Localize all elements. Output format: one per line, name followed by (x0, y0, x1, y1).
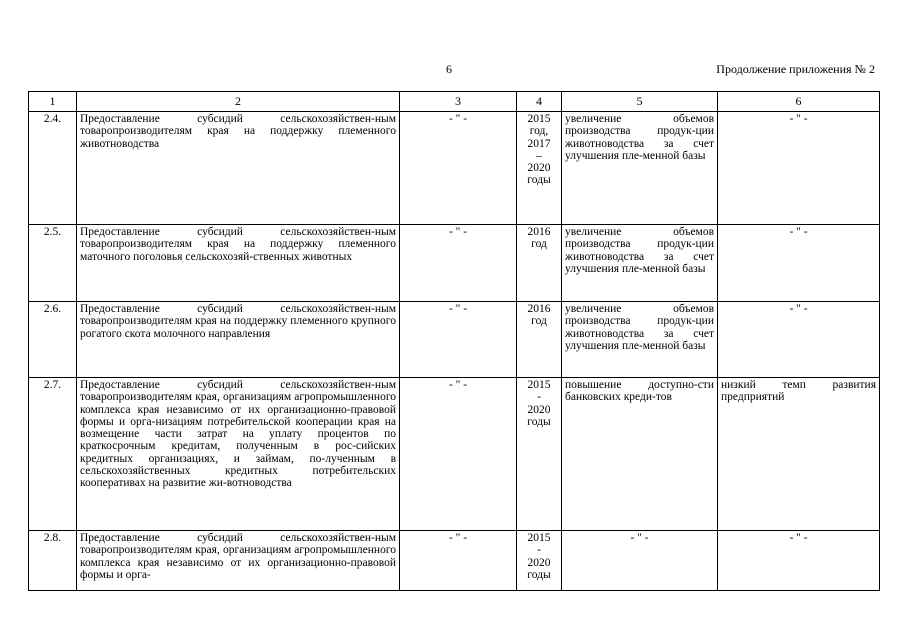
expected-result: увеличение объемов производства продук-ции животноводства за счет улучшения пле-менной базы (562, 302, 718, 378)
term-cell (517, 225, 562, 302)
term-line: - (537, 544, 541, 557)
term-line: 2015 (527, 379, 551, 391)
expected-result: повышение доступно-сти банковских креди-тов (562, 378, 718, 531)
expected-result: увеличение объемов производства продук-ции животноводства за счет улучшения пле-менной базы (562, 225, 718, 302)
column-header: 4 (517, 92, 562, 112)
risk-cell: - " - (718, 531, 880, 591)
term-line: 2020 (527, 162, 551, 175)
term-line: 2020 (527, 556, 551, 569)
row-number: 2.5. (29, 225, 77, 302)
term-line: – (536, 149, 542, 162)
risk-cell: - " - (718, 225, 880, 302)
executor-cell: - " - (400, 225, 517, 302)
term-line: 2016 (527, 226, 551, 238)
column-header: 5 (562, 92, 718, 112)
row-number: 2.7. (29, 378, 77, 531)
measure-description: Предоставление субсидий сельскохозяйствен-ным товаропроизводителям края на поддержку племенного маточного поголовья сельскохозяй-ственных животных (77, 225, 400, 302)
table-row (29, 112, 880, 225)
column-header: 3 (400, 92, 517, 112)
row-number: 2.6. (29, 302, 77, 378)
term-cell (517, 531, 562, 591)
risk-cell: - " - (718, 302, 880, 378)
appendix-continuation-label: Продолжение приложения № 2 (716, 62, 875, 76)
column-header: 6 (718, 92, 880, 112)
table-row (29, 378, 880, 531)
page-number: 6 (446, 62, 452, 76)
term-line: 2017 (527, 137, 551, 150)
term-line: годы (527, 415, 551, 428)
term-line: 2016 (527, 303, 551, 315)
executor-cell: - " - (400, 302, 517, 378)
term-line: годы (527, 174, 551, 187)
term-line: 2020 (527, 403, 551, 416)
measures-table (28, 91, 880, 591)
column-header: 2 (77, 92, 400, 112)
table-row (29, 225, 880, 302)
term-line: - (537, 391, 541, 404)
row-number: 2.8. (29, 531, 77, 591)
measure-description: Предоставление субсидий сельскохозяйствен-ным товаропроизводителям края на поддержку племенного животноводства (77, 112, 400, 225)
term-cell (517, 302, 562, 378)
row-number: 2.4. (29, 112, 77, 225)
risk-cell: - " - (718, 112, 880, 225)
term-line: год (531, 238, 547, 251)
term-cell (517, 378, 562, 531)
measure-description: Предоставление субсидий сельскохозяйствен-ным товаропроизводителям края на поддержку племенного крупного рогатого скота молочного направления (77, 302, 400, 378)
expected-result: увеличение объемов производства продук-ции животноводства за счет улучшения пле-менной базы (562, 112, 718, 225)
measure-description: Предоставление субсидий сельскохозяйствен-ным товаропроизводителям края, организациям агропромышленного комплекса края независимо от их организационно-правовой формы и орга-низациям потребительской кооперации края на возмещение части затрат на уплату процентов по краткосрочным кредитам, полученным в рос-сийских кредитных организациях, и займам, по-лученным в сельскохозяйственных кредитных потребительских кооперативах на развитие жи-вотноводства (77, 378, 400, 531)
executor-cell: - " - (400, 112, 517, 225)
term-line: 2015 (527, 113, 551, 125)
executor-cell: - " - (400, 378, 517, 531)
table-row (29, 531, 880, 591)
term-line: год, (529, 125, 549, 138)
table-header-row (29, 92, 880, 112)
term-line: годы (527, 568, 551, 581)
term-line: год (531, 315, 547, 328)
executor-cell: - " - (400, 531, 517, 591)
risk-cell: низкий темп развития предприятий (718, 378, 880, 531)
expected-result: - " - (562, 531, 718, 591)
column-header: 1 (29, 92, 77, 112)
term-cell (517, 112, 562, 225)
table-row (29, 302, 880, 378)
measure-description: Предоставление субсидий сельскохозяйствен-ным товаропроизводителям края, организациям агропромышленного комплекса края независимо от их организационно-правовой формы и орга- (77, 531, 400, 591)
term-line: 2015 (527, 532, 551, 544)
